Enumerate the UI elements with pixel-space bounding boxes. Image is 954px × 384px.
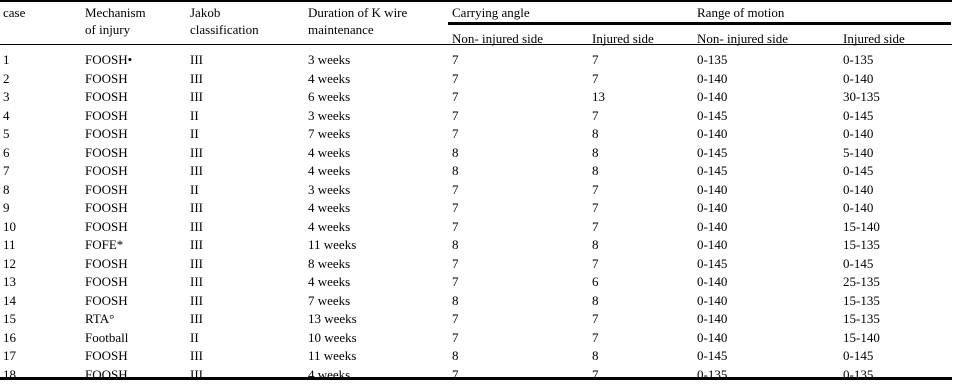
cell-case: 1 <box>1 51 83 70</box>
table-row <box>1 310 951 329</box>
header-duration <box>306 0 450 51</box>
table-row <box>1 144 951 163</box>
cell-rom-non-injured: 0-145 <box>695 144 841 163</box>
cell-case: 4 <box>1 107 83 126</box>
header-case: case <box>1 0 83 51</box>
table-row <box>1 255 951 274</box>
cell-jakob: II <box>188 329 306 348</box>
cell-rom-non-injured: 0-140 <box>695 273 841 292</box>
table-row <box>1 88 951 107</box>
cell-jakob: III <box>188 199 306 218</box>
subheader-rom-non-injured: Non- injured side <box>695 26 841 51</box>
cell-ca-non-injured: 8 <box>450 236 590 255</box>
table-row <box>1 366 951 384</box>
table-row <box>1 107 951 126</box>
cell-case: 7 <box>1 162 83 181</box>
cell-jakob: III <box>188 51 306 70</box>
cell-rom-injured: 0-145 <box>841 347 951 366</box>
cell-duration: 3 weeks <box>306 107 450 126</box>
cell-mechanism: FOOSH <box>83 162 188 181</box>
cell-jakob: II <box>188 107 306 126</box>
cell-rom-injured: 15-135 <box>841 310 951 329</box>
subheader-ca-non-injured: Non- injured side <box>450 26 590 51</box>
cell-duration: 11 weeks <box>306 236 450 255</box>
cell-ca-non-injured: 7 <box>450 70 590 89</box>
cell-ca-non-injured: 8 <box>450 347 590 366</box>
cell-rom-injured: 15-135 <box>841 292 951 311</box>
subheader-rom-injured: Injured side <box>841 26 951 51</box>
cell-jakob: III <box>188 347 306 366</box>
cell-ca-injured: 7 <box>590 181 695 200</box>
cell-rom-injured: 0-135 <box>841 366 951 384</box>
header-duration-line-2: maintenance <box>308 21 450 38</box>
table-body <box>1 51 951 384</box>
cell-ca-injured: 7 <box>590 329 695 348</box>
cell-mechanism: FOOSH <box>83 107 188 126</box>
cell-case: 11 <box>1 236 83 255</box>
cell-rom-injured: 5-140 <box>841 144 951 163</box>
cell-case: 12 <box>1 255 83 274</box>
cell-ca-injured: 7 <box>590 51 695 70</box>
cell-duration: 4 weeks <box>306 162 450 181</box>
cell-rom-injured: 0-145 <box>841 107 951 126</box>
cell-ca-injured: 8 <box>590 144 695 163</box>
cell-case: 13 <box>1 273 83 292</box>
cell-duration: 4 weeks <box>306 144 450 163</box>
cell-rom-injured: 0-145 <box>841 162 951 181</box>
cell-ca-injured: 6 <box>590 273 695 292</box>
cell-mechanism: FOOSH <box>83 292 188 311</box>
cell-ca-non-injured: 7 <box>450 366 590 384</box>
header-mechanism-line-2: of injury <box>85 21 188 38</box>
cell-ca-non-injured: 7 <box>450 255 590 274</box>
cell-duration: 8 weeks <box>306 255 450 274</box>
cell-rom-non-injured: 0-145 <box>695 107 841 126</box>
table-row <box>1 199 951 218</box>
cell-ca-injured: 8 <box>590 125 695 144</box>
cell-rom-injured: 25-135 <box>841 273 951 292</box>
cell-rom-non-injured: 0-140 <box>695 199 841 218</box>
cell-case: 14 <box>1 292 83 311</box>
cell-rom-non-injured: 0-145 <box>695 255 841 274</box>
cell-ca-non-injured: 8 <box>450 292 590 311</box>
cell-jakob: II <box>188 125 306 144</box>
table-row <box>1 218 951 237</box>
table-row <box>1 236 951 255</box>
cell-mechanism: FOOSH <box>83 199 188 218</box>
cell-mechanism: FOOSH <box>83 255 188 274</box>
cell-ca-non-injured: 7 <box>450 218 590 237</box>
cell-ca-injured: 8 <box>590 292 695 311</box>
cell-ca-non-injured: 7 <box>450 107 590 126</box>
header-jakob-line-2: classification <box>190 21 306 38</box>
cell-case: 2 <box>1 70 83 89</box>
cell-jakob: III <box>188 310 306 329</box>
cell-mechanism: FOOSH <box>83 347 188 366</box>
cell-rom-non-injured: 0-145 <box>695 347 841 366</box>
cell-mechanism: Football <box>83 329 188 348</box>
cell-ca-injured: 7 <box>590 199 695 218</box>
cell-ca-injured: 8 <box>590 236 695 255</box>
cell-jakob: III <box>188 236 306 255</box>
cell-ca-non-injured: 7 <box>450 199 590 218</box>
cell-ca-non-injured: 7 <box>450 51 590 70</box>
cell-jakob: II <box>188 181 306 200</box>
cell-jakob: III <box>188 292 306 311</box>
cell-ca-injured: 7 <box>590 310 695 329</box>
cell-duration: 4 weeks <box>306 366 450 384</box>
cell-rom-injured: 15-140 <box>841 218 951 237</box>
cell-duration: 4 weeks <box>306 199 450 218</box>
cell-duration: 7 weeks <box>306 292 450 311</box>
cell-rom-non-injured: 0-135 <box>695 51 841 70</box>
cell-duration: 4 weeks <box>306 218 450 237</box>
cell-jakob: III <box>188 255 306 274</box>
cell-rom-injured: 0-135 <box>841 51 951 70</box>
cell-duration: 7 weeks <box>306 125 450 144</box>
table-row <box>1 292 951 311</box>
patient-outcomes-table <box>1 0 951 384</box>
cell-rom-injured: 15-135 <box>841 236 951 255</box>
cell-rom-injured: 0-140 <box>841 125 951 144</box>
cell-jakob: III <box>188 162 306 181</box>
cell-rom-injured: 0-145 <box>841 255 951 274</box>
header-mechanism <box>83 0 188 51</box>
cell-ca-non-injured: 7 <box>450 329 590 348</box>
cell-case: 15 <box>1 310 83 329</box>
header-duration-line-1: Duration of K wire <box>308 4 450 21</box>
cell-mechanism: FOOSH <box>83 144 188 163</box>
cell-mechanism: RTA° <box>83 310 188 329</box>
cell-duration: 11 weeks <box>306 347 450 366</box>
table-row <box>1 347 951 366</box>
header-jakob-line-1: Jakob <box>190 4 306 21</box>
cell-ca-non-injured: 7 <box>450 181 590 200</box>
cell-duration: 10 weeks <box>306 329 450 348</box>
cell-ca-injured: 7 <box>590 107 695 126</box>
cell-rom-non-injured: 0-145 <box>695 162 841 181</box>
cell-case: 18 <box>1 366 83 384</box>
cell-jakob: III <box>188 273 306 292</box>
cell-ca-injured: 13 <box>590 88 695 107</box>
cell-duration: 3 weeks <box>306 181 450 200</box>
cell-ca-injured: 8 <box>590 347 695 366</box>
table-row <box>1 162 951 181</box>
table-row <box>1 70 951 89</box>
table-row <box>1 125 951 144</box>
cell-mechanism: FOOSH <box>83 366 188 384</box>
cell-ca-injured: 7 <box>590 366 695 384</box>
cell-rom-non-injured: 0-140 <box>695 218 841 237</box>
cell-ca-injured: 7 <box>590 70 695 89</box>
cell-duration: 4 weeks <box>306 70 450 89</box>
cell-case: 16 <box>1 329 83 348</box>
cell-ca-non-injured: 8 <box>450 144 590 163</box>
header-carrying-angle: Carrying angle <box>450 0 695 26</box>
cell-ca-non-injured: 7 <box>450 273 590 292</box>
cell-ca-non-injured: 7 <box>450 125 590 144</box>
cell-rom-non-injured: 0-140 <box>695 310 841 329</box>
cell-duration: 13 weeks <box>306 310 450 329</box>
cell-case: 17 <box>1 347 83 366</box>
cell-jakob: III <box>188 366 306 384</box>
cell-case: 6 <box>1 144 83 163</box>
cell-mechanism: FOOSH• <box>83 51 188 70</box>
cell-case: 9 <box>1 199 83 218</box>
cell-rom-non-injured: 0-140 <box>695 329 841 348</box>
header-range-of-motion: Range of motion <box>695 0 951 26</box>
cell-mechanism: FOOSH <box>83 218 188 237</box>
cell-mechanism: FOFE* <box>83 236 188 255</box>
table-row <box>1 273 951 292</box>
cell-rom-non-injured: 0-140 <box>695 236 841 255</box>
cell-rom-non-injured: 0-135 <box>695 366 841 384</box>
cell-ca-non-injured: 7 <box>450 310 590 329</box>
cell-rom-non-injured: 0-140 <box>695 70 841 89</box>
header-jakob <box>188 0 306 51</box>
cell-rom-injured: 0-140 <box>841 199 951 218</box>
cell-rom-injured: 15-140 <box>841 329 951 348</box>
cell-jakob: III <box>188 88 306 107</box>
cell-ca-non-injured: 8 <box>450 162 590 181</box>
cell-mechanism: FOOSH <box>83 70 188 89</box>
cell-ca-injured: 7 <box>590 255 695 274</box>
cell-mechanism: FOOSH <box>83 273 188 292</box>
cell-rom-non-injured: 0-140 <box>695 88 841 107</box>
cell-ca-injured: 8 <box>590 162 695 181</box>
cell-ca-non-injured: 7 <box>450 88 590 107</box>
cell-case: 5 <box>1 125 83 144</box>
cell-jakob: III <box>188 144 306 163</box>
cell-duration: 4 weeks <box>306 273 450 292</box>
cell-rom-non-injured: 0-140 <box>695 181 841 200</box>
header-mechanism-line-1: Mechanism <box>85 4 188 21</box>
cell-jakob: III <box>188 218 306 237</box>
table-row <box>1 181 951 200</box>
cell-duration: 3 weeks <box>306 51 450 70</box>
cell-rom-injured: 0-140 <box>841 181 951 200</box>
cell-jakob: III <box>188 70 306 89</box>
cell-rom-injured: 0-140 <box>841 70 951 89</box>
cell-mechanism: FOOSH <box>83 181 188 200</box>
cell-case: 3 <box>1 88 83 107</box>
cell-rom-non-injured: 0-140 <box>695 292 841 311</box>
cell-ca-injured: 7 <box>590 218 695 237</box>
cell-duration: 6 weeks <box>306 88 450 107</box>
table-row <box>1 51 951 70</box>
cell-rom-non-injured: 0-140 <box>695 125 841 144</box>
table-row <box>1 329 951 348</box>
cell-case: 8 <box>1 181 83 200</box>
subheader-ca-injured: Injured side <box>590 26 695 51</box>
cell-mechanism: FOOSH <box>83 125 188 144</box>
cell-rom-injured: 30-135 <box>841 88 951 107</box>
cell-case: 10 <box>1 218 83 237</box>
cell-mechanism: FOOSH <box>83 88 188 107</box>
